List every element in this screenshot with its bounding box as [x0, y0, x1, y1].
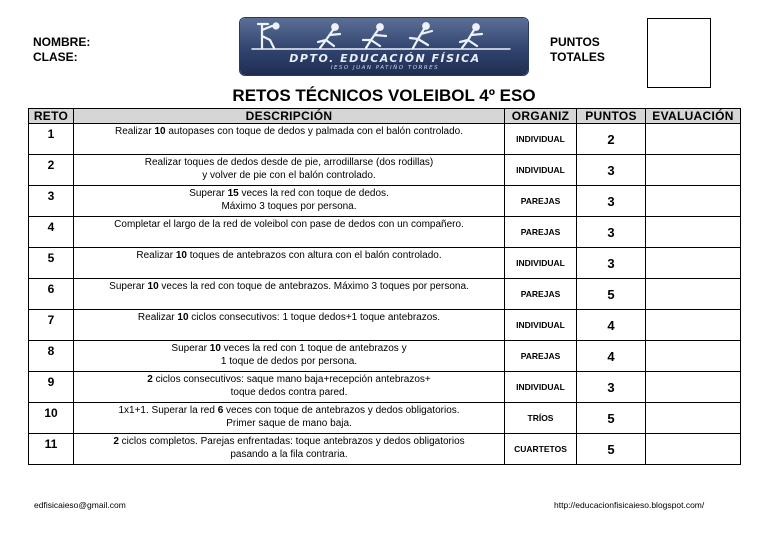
- description-bold-number: 15: [227, 188, 239, 199]
- evaluation-cell[interactable]: [646, 279, 741, 310]
- table-row: [29, 341, 741, 372]
- evaluation-cell[interactable]: [646, 341, 741, 372]
- evaluation-cell[interactable]: [646, 403, 741, 434]
- points-value: 3: [577, 186, 646, 217]
- reto-description: [74, 217, 505, 248]
- table-row: [29, 279, 741, 310]
- description-bold-number: 10: [177, 312, 189, 323]
- total-score-box[interactable]: [647, 18, 711, 88]
- logo-title: DPTO. EDUCACIÓN FÍSICA: [289, 52, 481, 65]
- footer-url[interactable]: http://educacionfisicaieso.blogspot.com/: [554, 500, 705, 510]
- reto-number: 4: [29, 217, 74, 248]
- table-row: [29, 155, 741, 186]
- description-text: Completar el largo de la red de voleibol con pase de dedos con un compañero.: [114, 219, 464, 230]
- reto-number: 5: [29, 248, 74, 279]
- organization-type: INDIVIDUAL: [505, 310, 577, 341]
- nombre-label: NOMBRE:: [33, 35, 91, 49]
- organization-type: INDIVIDUAL: [505, 155, 577, 186]
- reto-description: [74, 124, 505, 155]
- description-bold-number: 10: [209, 343, 221, 354]
- table-row: [29, 403, 741, 434]
- description-text: pasando a la fila contraria.: [230, 449, 348, 460]
- points-value: 5: [577, 434, 646, 465]
- description-text: Realizar toques de dedos desde de pie, arrodillarse (dos rodillas): [144, 157, 434, 168]
- organization-type: PAREJAS: [505, 217, 577, 248]
- table-row: [29, 310, 741, 341]
- description-text: veces la red con 1 toque de antebrazos y: [220, 343, 407, 354]
- table-row: [29, 186, 741, 217]
- description-bold-number: 10: [175, 250, 187, 261]
- description-text: y volver de pie con el balón controlado.: [202, 170, 376, 181]
- description-text: toque dedos contra pared.: [230, 387, 348, 398]
- reto-description: [74, 248, 505, 279]
- reto-description: [74, 403, 505, 434]
- puntos-label: PUNTOS: [550, 35, 600, 49]
- description-text: Superar: [171, 343, 210, 354]
- reto-description: [74, 279, 505, 310]
- description-bold-number: 10: [154, 126, 166, 137]
- table-row: [29, 434, 741, 465]
- description-bold-number: 2: [113, 436, 119, 447]
- organization-type: INDIVIDUAL: [505, 248, 577, 279]
- reto-description: [74, 434, 505, 465]
- evaluation-cell[interactable]: [646, 155, 741, 186]
- logo-subtitle: IESO JUAN PATIÑO TORRES: [330, 65, 440, 71]
- reto-description: [74, 155, 505, 186]
- reto-number: 9: [29, 372, 74, 403]
- description-text: Superar: [109, 281, 148, 292]
- description-text: ciclos consecutivos: saque mano baja+recepción antebrazos+: [152, 374, 431, 385]
- points-value: 3: [577, 155, 646, 186]
- column-header-descripcion: DESCRIPCIÓN: [74, 109, 505, 124]
- table-body: [29, 124, 741, 465]
- score-labels: [550, 35, 605, 65]
- description-text: Realizar: [137, 312, 178, 323]
- organization-type: TRÍOS: [505, 403, 577, 434]
- challenges-table: [28, 108, 741, 465]
- column-header-puntos: PUNTOS: [577, 109, 646, 124]
- reto-number: 11: [29, 434, 74, 465]
- points-value: 4: [577, 310, 646, 341]
- organization-type: PAREJAS: [505, 341, 577, 372]
- clase-label: CLASE:: [33, 50, 78, 64]
- reto-number: 6: [29, 279, 74, 310]
- description-text: autopases con toque de dedos y palmada con el balón controlado.: [165, 126, 464, 137]
- description-text: toques de antebrazos con altura con el balón controlado.: [186, 250, 442, 261]
- reto-number: 8: [29, 341, 74, 372]
- description-bold-number: 6: [217, 405, 224, 416]
- evaluation-cell[interactable]: [646, 186, 741, 217]
- evaluation-cell[interactable]: [646, 124, 741, 155]
- totales-label: TOTALES: [550, 50, 605, 64]
- organization-type: INDIVIDUAL: [505, 372, 577, 403]
- points-value: 3: [577, 217, 646, 248]
- reto-number: 1: [29, 124, 74, 155]
- reto-number: 7: [29, 310, 74, 341]
- column-header-organiz: ORGANIZ: [505, 109, 577, 124]
- evaluation-cell[interactable]: [646, 248, 741, 279]
- description-text: Superar: [189, 188, 228, 199]
- column-header-evaluacion: EVALUACIÓN: [646, 109, 741, 124]
- points-value: 5: [577, 403, 646, 434]
- description-text: ciclos completos. Parejas enfrentadas: toque antebrazos y dedos obligatorios: [118, 436, 465, 447]
- footer-email[interactable]: edfisicaieso@gmail.com: [34, 500, 126, 510]
- organization-type: INDIVIDUAL: [505, 124, 577, 155]
- points-value: 3: [577, 372, 646, 403]
- description-bold-number: 2: [147, 374, 153, 385]
- organization-type: CUARTETOS: [505, 434, 577, 465]
- student-info-labels: [33, 35, 90, 65]
- description-text: Primer saque de mano baja.: [226, 418, 352, 429]
- description-text: Máximo 3 toques por persona.: [221, 201, 357, 212]
- table-row: [29, 217, 741, 248]
- points-value: 4: [577, 341, 646, 372]
- table-row: [29, 372, 741, 403]
- reto-description: [74, 341, 505, 372]
- table-header-row: [29, 109, 741, 124]
- description-text: ciclos consecutivos: 1 toque dedos+1 toque antebrazos.: [188, 312, 441, 323]
- reto-number: 2: [29, 155, 74, 186]
- reto-number: 3: [29, 186, 74, 217]
- evaluation-cell[interactable]: [646, 434, 741, 465]
- page-title: RETOS TÉCNICOS VOLEIBOL 4º ESO: [232, 86, 536, 105]
- column-header-reto: RETO: [29, 109, 74, 124]
- points-value: 3: [577, 248, 646, 279]
- points-value: 2: [577, 124, 646, 155]
- organization-type: PAREJAS: [505, 279, 577, 310]
- reto-description: [74, 186, 505, 217]
- reto-number: 10: [29, 403, 74, 434]
- description-text: 1x1+1. Superar la red: [118, 405, 218, 416]
- description-bold-number: 10: [147, 281, 159, 292]
- evaluation-cell[interactable]: [646, 310, 741, 341]
- organization-type: PAREJAS: [505, 186, 577, 217]
- department-logo: [240, 18, 528, 75]
- description-text: Realizar: [136, 250, 176, 261]
- description-text: 1 toque de dedos por persona.: [220, 356, 358, 367]
- description-text: veces con toque de antebrazos y dedos obligatorios.: [223, 405, 460, 416]
- description-text: veces la red con toque de dedos.: [238, 188, 389, 199]
- points-value: 5: [577, 279, 646, 310]
- evaluation-cell[interactable]: [646, 217, 741, 248]
- reto-description: [74, 310, 505, 341]
- table-row: [29, 248, 741, 279]
- description-text: Realizar: [114, 126, 155, 137]
- evaluation-cell[interactable]: [646, 372, 741, 403]
- description-text: veces la red con toque de antebrazos. Máximo 3 toques por persona.: [158, 281, 469, 292]
- table-row: [29, 124, 741, 155]
- reto-description: [74, 372, 505, 403]
